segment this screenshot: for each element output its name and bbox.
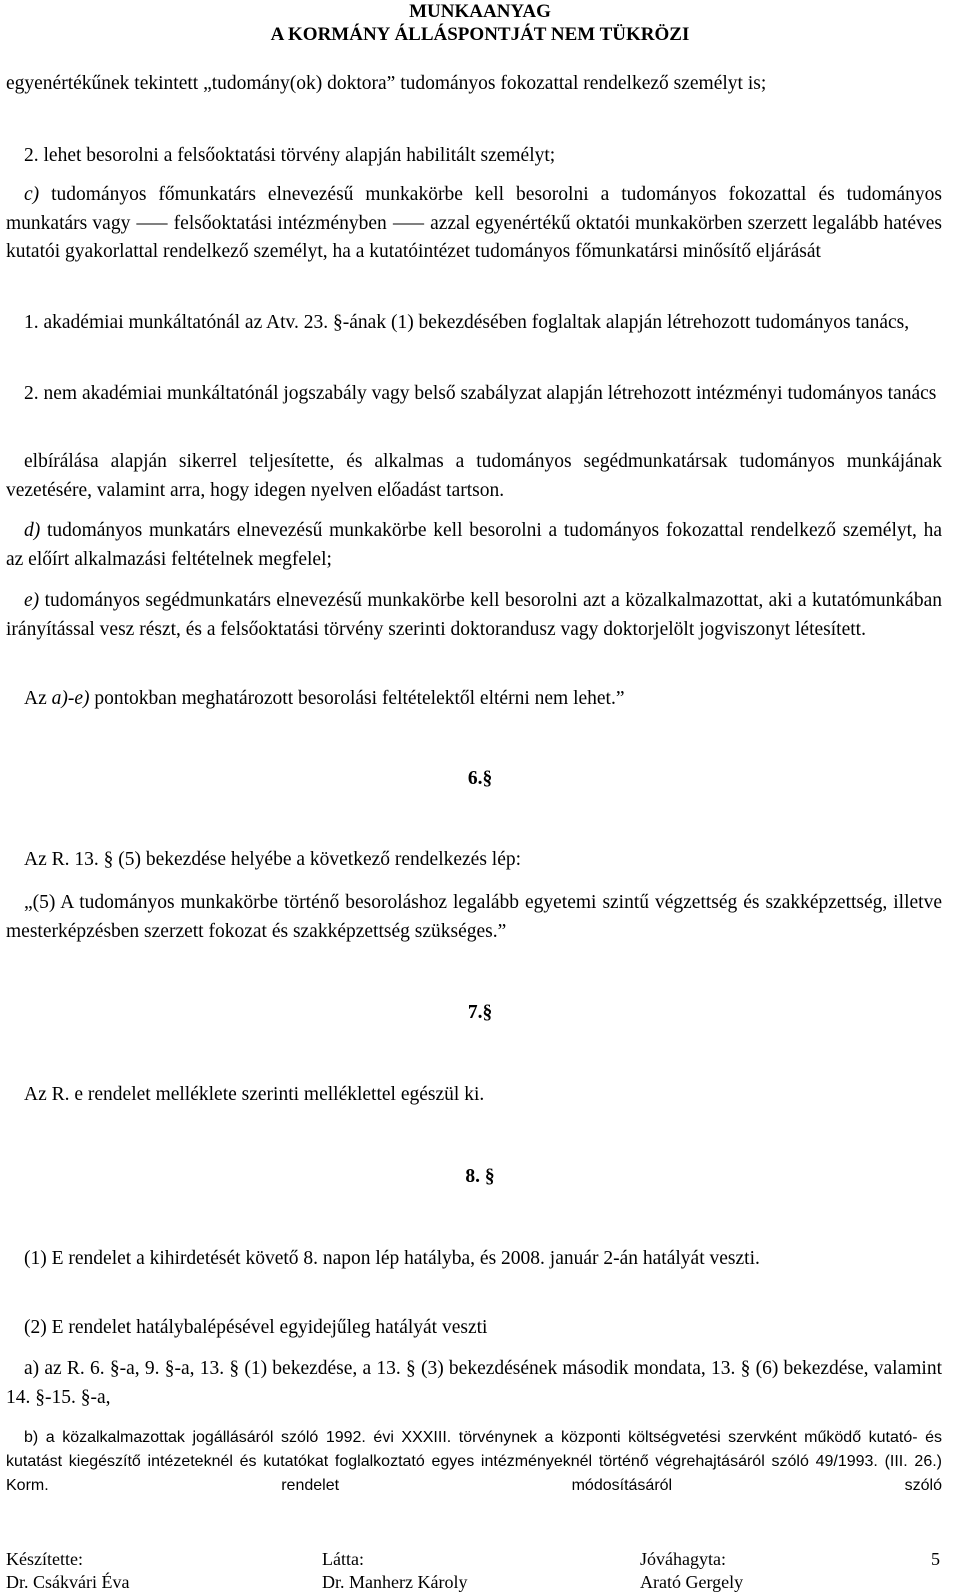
paragraph-repeal-b: b) a közalkalmazottak jogállásáról szóló 1992. évi XXXIII. törvénynek a központi költségvetési szervként működő kutató- és kutatást kiegészítő intézeteknél és kutatókat foglalkoztató egyes intézményeknél történő végrehajtásáról szóló 49/1993. (III. 26.) Korm. rendelet módosításáról szóló [6, 1429, 942, 1494]
paragraph-c-senior-researcher [6, 181, 942, 267]
paragraph-habilitated: 2. lehet besorolni a felsőoktatási törvény alapján habilitált személyt; [24, 145, 556, 166]
section-7-heading: 7.§ [467, 1002, 493, 1023]
paragraph-non-academic-employer: 2. nem akadémiai munkáltatónál jogszabály vagy belső szabályzat alapján létrehozott intézményi tudományos tanács [24, 383, 937, 404]
approved-label: Jóváhagyta: [640, 1549, 726, 1569]
item-marker-c: c) [24, 184, 40, 205]
paragraph-entry-into-force: (1) E rendelet a kihirdetését követő 8. napon lép hatályba, és 2008. január 2-án hatályát veszti. [24, 1248, 760, 1269]
header-line-2: A KORMÁNY ÁLLÁSPONTJÁT NEM TÜKRÖZI [270, 24, 690, 45]
paragraph-academic-employer: 1. akadémiai munkáltatónál az Atv. 23. §-ának (1) bekezdésében foglaltak alapján létrehozott tudományos tanács, [24, 312, 910, 333]
paragraph-annex: Az R. e rendelet melléklete szerinti melléklettel egészül ki. [24, 1084, 485, 1105]
paragraph-e-assistant-researcher [6, 587, 942, 644]
paragraph-no-deviation [24, 685, 942, 714]
item-range-marker: a)-e) [51, 688, 90, 709]
paragraph-c-text: tudományos főmunkatárs elnevezésű munkakörbe kell besorolni a tudományos fokozattal és tudományos munkatárs vagy ⸺ felsőoktatási intézményben ⸺ azzal egyenértékű oktatói munkakörben szerzett legalább hatéves kutatói gyakorlattal rendelkező személyt, ha a kutatóintézet tudományos főmunkatársi minősítő eljárását [6, 184, 942, 262]
item-marker-e: e) [24, 590, 40, 611]
paragraph-d-researcher [6, 517, 942, 574]
paragraph-amendment-intro: Az R. 13. § (5) bekezdése helyébe a következő rendelkezés lép: [24, 849, 522, 870]
paragraph-repeal-intro: (2) E rendelet hatálybalépésével egyidejűleg hatályát veszti [24, 1317, 488, 1338]
paragraph-d-text: tudományos munkatárs elnevezésű munkakörbe kell besorolni a tudományos fokozattal rendelkező személyt, ha az előírt alkalmazási feltételnek megfelel; [6, 520, 942, 570]
footer-seen-by [322, 1548, 467, 1594]
section-6-heading: 6.§ [467, 768, 493, 789]
footer-approved-by [640, 1548, 743, 1594]
paragraph-section-5-text: „(5) A tudományos munkakörbe történő besoroláshoz legalább egyetemi szintű végzettség és szakképzettség, illetve mesterképzésben szerzett fokozat és szakképzettség szükséges.” [6, 892, 942, 942]
section-8-heading: 8. § [465, 1166, 495, 1187]
footer-prepared-by [6, 1548, 129, 1594]
prepared-name: Dr. Csákvári Éva [6, 1572, 130, 1592]
prepared-label: Készítette: [6, 1549, 83, 1569]
no-deviation-pre: Az [24, 688, 52, 709]
draft-header [0, 0, 960, 46]
seen-name: Dr. Manherz Károly [322, 1572, 468, 1592]
item-marker-d: d) [24, 520, 41, 541]
header-line-1: MUNKAANYAG [409, 1, 551, 22]
paragraph-assessment: elbírálása alapján sikerrel teljesítette, és alkalmas a tudományos segédmunkatársak tudományos munkájának vezetésére, valamint arra, hogy idegen nyelven előadást tartson. [6, 451, 942, 501]
no-deviation-post: pontokban meghatározott besorolási feltételektől eltérni nem lehet.” [89, 688, 625, 709]
seen-label: Látta: [322, 1549, 364, 1569]
approved-name: Arató Gergely [640, 1572, 744, 1592]
signature-footer [0, 1548, 960, 1593]
paragraph-equivalent-doctor: egyenértékűnek tekintett „tudomány(ok) doktora” tudományos fokozattal rendelkező személyt is; [6, 73, 767, 94]
page-number: 5 [931, 1549, 940, 1569]
paragraph-repeal-a: a) az R. 6. §-a, 9. §-a, 13. § (1) bekezdése, a 13. § (3) bekezdésének második mondata, 13. § (6) bekezdése, valamint 14. §-15. §-a, [6, 1358, 942, 1408]
paragraph-e-text: tudományos segédmunkatárs elnevezésű munkakörbe kell besorolni azt a közalkalmazottat, aki a kutatómunkában irányítással vesz részt, és a felsőoktatási törvény szerinti doktorandusz vagy doktorjelölt jogviszonyt létesített. [6, 590, 942, 640]
